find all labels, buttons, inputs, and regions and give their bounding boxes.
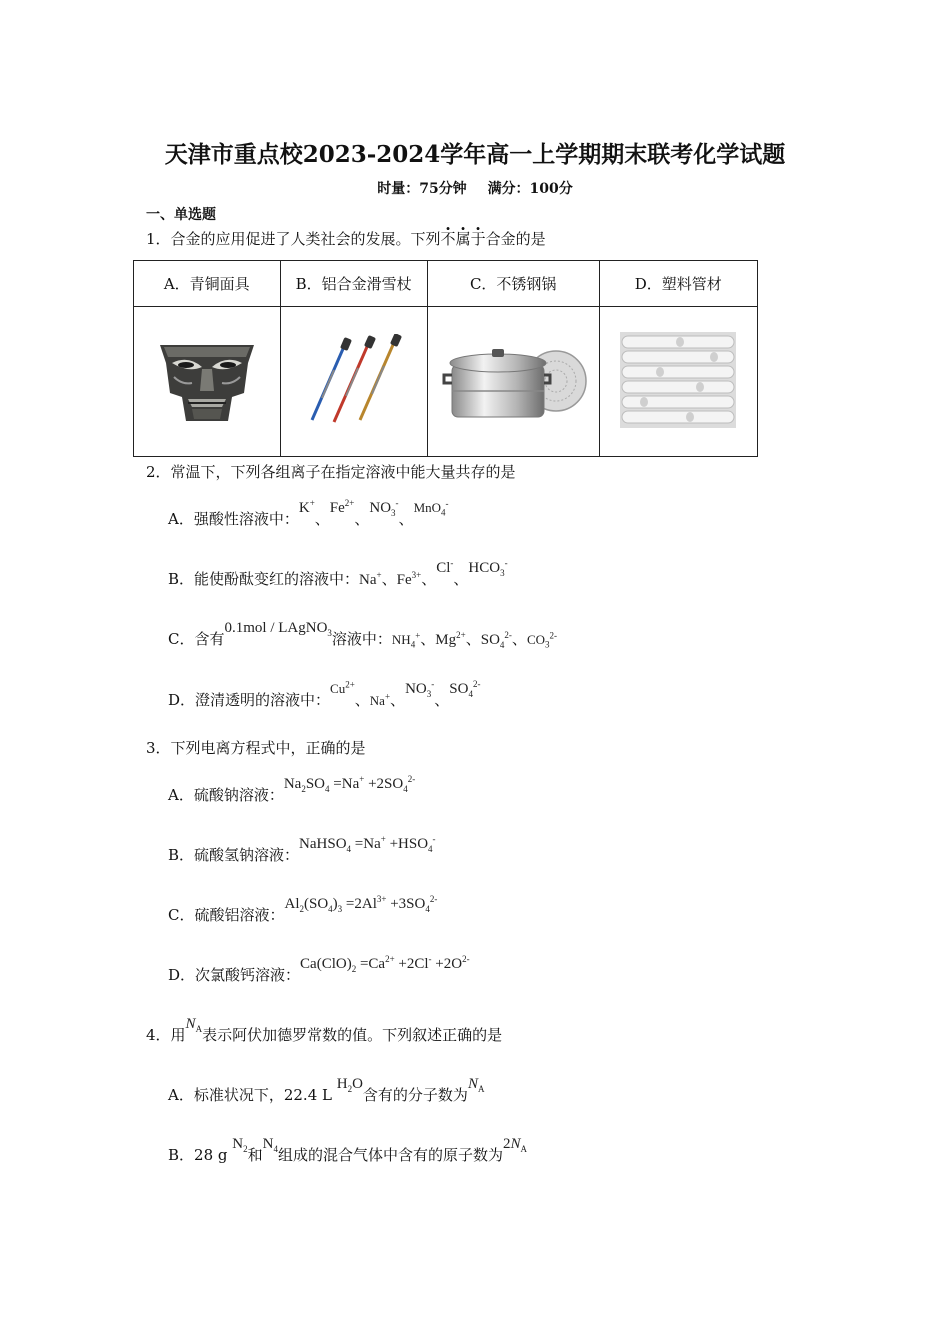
option-b-label: B．铝合金滑雪杖 [280,261,427,307]
ski-poles-image [304,334,404,426]
option-a-cell [134,307,281,457]
question-2-stem: 2．常温下，下列各组离子在指定溶液中能大量共存的是 [146,463,516,481]
time-limit: 时量：75分钟 [377,181,467,197]
question-3-option-b: B．硫酸氢钠溶液：NaHSO$_4$ $=Na^+ +HSO_4^-$ [168,834,436,864]
question-1-options-table [133,260,758,457]
plastic-pipes-image [620,332,736,428]
emphasis-char: 于 [470,230,486,248]
question-3-option-d: D．次氯酸钙溶液：$Ca(ClO)_2 =Ca^{2+} +2Cl^- +2O^{2-}$ [168,954,470,984]
full-score: 满分：100分 [487,181,573,197]
question-2-option-b: B．能使酚酞变红的溶液中：Na+、$Fe^{3+}$、Cl-、$HCO_3^-$ [168,558,508,588]
question-1-stem: 1．合金的应用促进了人类社会的发展。下列不属于合金的是 [146,230,546,248]
ion-formula: K+ [298,498,315,516]
option-b-cell [280,307,427,457]
option-c-cell [427,307,599,457]
exam-meta [0,178,950,198]
question-2-option-a: A．强酸性溶液中：K+、$Fe^{2+}$、$NO_3^-$、MnO$_4$- [168,498,449,528]
emphasis-char: 属 [455,230,471,248]
option-c-label: C．不锈钢锅 [427,261,599,307]
question-4-option-b: B．28 g $N_2$和$N_4$组成的混合气体中含有的原子数为$2N_A$ [168,1136,527,1164]
question-2-option-c: C．含有0.1mol / LAgNO$_3$溶液中：$NH_4^+$、$Mg^{2+}$、$SO_4^{2-}$、$CO_3^{2-}$ [168,620,557,650]
exam-title: 天津市重点校2023-2024学年高一上学期期末联考化学试题 [164,141,786,168]
question-4-option-a: A．标准状况下，22.4 L $H_2O$含有的分子数为$N_A$ [168,1076,485,1104]
question-2-option-d: D．澄清透明的溶液中：$Cu^{2+}$、Na+、$NO_3^-$、$SO_4^{2-}$ [168,679,481,709]
option-d-label: D．塑料管材 [599,261,757,307]
question-3-option-c: C．硫酸铝溶液：$Al_2(SO_4)_3 =2Al^{3+} +3SO_4^{2-}$ [168,894,438,924]
option-d-cell [599,307,757,457]
question-3-option-a: A．硫酸钠溶液：$Na_2SO_4 =Na^+ +2SO_4^{2-}$ [168,774,416,804]
option-a-label: A．青铜面具 [134,261,281,307]
bronze-mask-image [152,333,262,427]
question-3-stem: 3．下列电离方程式中，正确的是 [146,739,366,757]
question-4-stem: 4．用$N_A$表示阿伏加德罗常数的值。下列叙述正确的是 [146,1016,503,1044]
steel-pot-image [438,335,588,425]
emphasis-char: 不 [440,230,456,248]
section-heading: 一、单选题 [146,207,216,223]
